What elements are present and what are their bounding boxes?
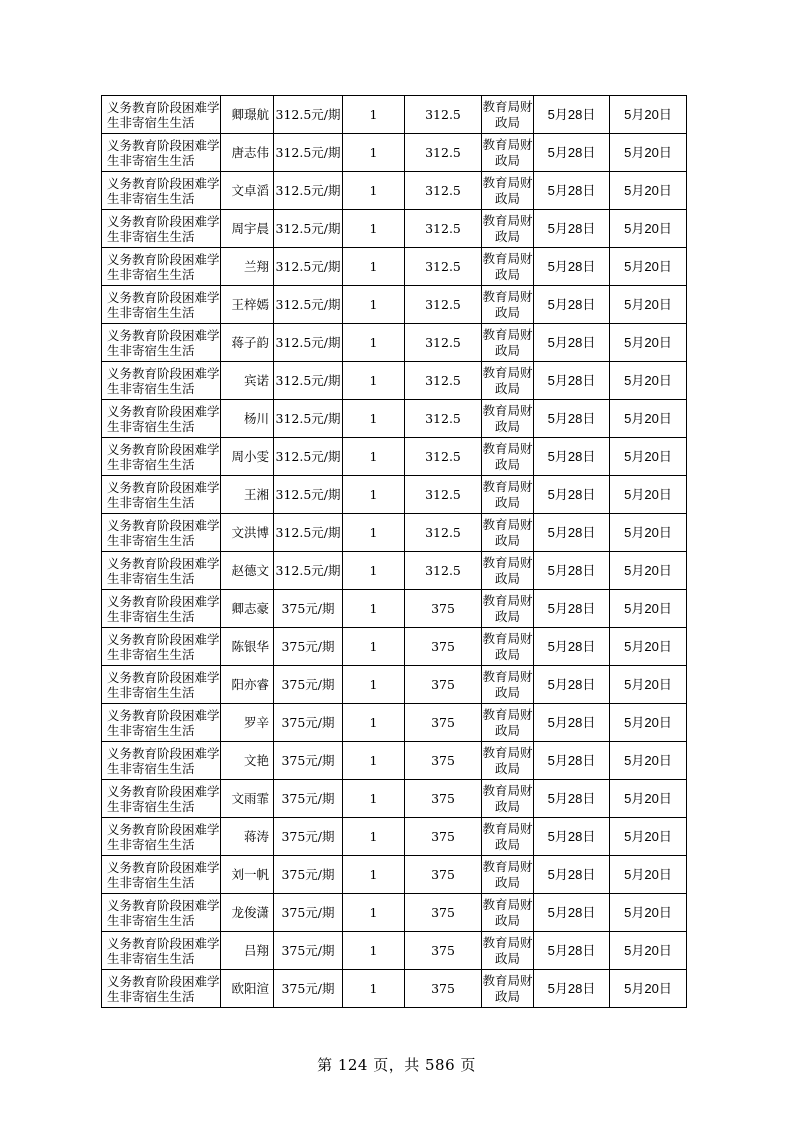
- quantity-cell: 1: [343, 172, 405, 210]
- date-approved-cell: 5月20日: [610, 248, 687, 286]
- student-name-cell: 刘一帆: [221, 856, 274, 894]
- date-approved-cell: 5月20日: [610, 476, 687, 514]
- item-cell: 义务教育阶段困难学生非寄宿生生活: [102, 628, 221, 666]
- date-approved-cell: 5月20日: [610, 96, 687, 134]
- quantity-cell: 1: [343, 248, 405, 286]
- student-name-cell: 宾诺: [221, 362, 274, 400]
- table-row: [102, 742, 687, 780]
- quantity-cell: 1: [343, 324, 405, 362]
- standard-cell: 312.5元/期: [274, 134, 343, 172]
- quantity-cell: 1: [343, 96, 405, 134]
- quantity-cell: 1: [343, 742, 405, 780]
- standard-cell: 375元/期: [274, 856, 343, 894]
- date-issued-cell: 5月28日: [534, 590, 610, 628]
- quantity-cell: 1: [343, 628, 405, 666]
- amount-cell: 312.5: [405, 438, 482, 476]
- item-cell: 义务教育阶段困难学生非寄宿生生活: [102, 818, 221, 856]
- quantity-cell: 1: [343, 894, 405, 932]
- item-cell: 义务教育阶段困难学生非寄宿生生活: [102, 970, 221, 1008]
- student-name-cell: 文艳: [221, 742, 274, 780]
- amount-cell: 312.5: [405, 248, 482, 286]
- student-name-cell: 卿志豪: [221, 590, 274, 628]
- date-approved-cell: 5月20日: [610, 400, 687, 438]
- quantity-cell: 1: [343, 780, 405, 818]
- standard-cell: 312.5元/期: [274, 96, 343, 134]
- date-approved-cell: 5月20日: [610, 438, 687, 476]
- standard-cell: 375元/期: [274, 628, 343, 666]
- date-approved-cell: 5月20日: [610, 362, 687, 400]
- amount-cell: 312.5: [405, 172, 482, 210]
- department-cell: 教育局财政局: [482, 590, 534, 628]
- date-approved-cell: 5月20日: [610, 552, 687, 590]
- quantity-cell: 1: [343, 970, 405, 1008]
- date-issued-cell: 5月28日: [534, 970, 610, 1008]
- date-approved-cell: 5月20日: [610, 742, 687, 780]
- date-issued-cell: 5月28日: [534, 932, 610, 970]
- student-name-cell: 唐志伟: [221, 134, 274, 172]
- table-row: [102, 970, 687, 1008]
- amount-cell: 375: [405, 590, 482, 628]
- student-name-cell: 周小雯: [221, 438, 274, 476]
- date-issued-cell: 5月28日: [534, 438, 610, 476]
- table-row: [102, 438, 687, 476]
- date-issued-cell: 5月28日: [534, 362, 610, 400]
- department-cell: 教育局财政局: [482, 780, 534, 818]
- amount-cell: 312.5: [405, 400, 482, 438]
- item-cell: 义务教育阶段困难学生非寄宿生生活: [102, 172, 221, 210]
- date-issued-cell: 5月28日: [534, 818, 610, 856]
- amount-cell: 312.5: [405, 210, 482, 248]
- date-issued-cell: 5月28日: [534, 666, 610, 704]
- amount-cell: 312.5: [405, 134, 482, 172]
- quantity-cell: 1: [343, 932, 405, 970]
- item-cell: 义务教育阶段困难学生非寄宿生生活: [102, 856, 221, 894]
- amount-cell: 375: [405, 818, 482, 856]
- department-cell: 教育局财政局: [482, 96, 534, 134]
- item-cell: 义务教育阶段困难学生非寄宿生生活: [102, 590, 221, 628]
- student-name-cell: 兰翔: [221, 248, 274, 286]
- standard-cell: 312.5元/期: [274, 552, 343, 590]
- table-row: [102, 894, 687, 932]
- item-cell: 义务教育阶段困难学生非寄宿生生活: [102, 438, 221, 476]
- department-cell: 教育局财政局: [482, 476, 534, 514]
- student-name-cell: 欧阳渲: [221, 970, 274, 1008]
- item-cell: 义务教育阶段困难学生非寄宿生生活: [102, 248, 221, 286]
- table-row: [102, 818, 687, 856]
- department-cell: 教育局财政局: [482, 248, 534, 286]
- date-approved-cell: 5月20日: [610, 134, 687, 172]
- amount-cell: 312.5: [405, 286, 482, 324]
- date-issued-cell: 5月28日: [534, 172, 610, 210]
- standard-cell: 375元/期: [274, 780, 343, 818]
- standard-cell: 312.5元/期: [274, 514, 343, 552]
- item-cell: 义务教育阶段困难学生非寄宿生生活: [102, 324, 221, 362]
- date-issued-cell: 5月28日: [534, 894, 610, 932]
- student-name-cell: 龙俊潇: [221, 894, 274, 932]
- table-row: [102, 666, 687, 704]
- table-row: [102, 362, 687, 400]
- item-cell: 义务教育阶段困难学生非寄宿生生活: [102, 476, 221, 514]
- table-body: [102, 96, 687, 1008]
- date-approved-cell: 5月20日: [610, 780, 687, 818]
- student-name-cell: 王梓嫣: [221, 286, 274, 324]
- standard-cell: 375元/期: [274, 818, 343, 856]
- student-name-cell: 蒋涛: [221, 818, 274, 856]
- amount-cell: 375: [405, 628, 482, 666]
- standard-cell: 375元/期: [274, 970, 343, 1008]
- amount-cell: 312.5: [405, 362, 482, 400]
- department-cell: 教育局财政局: [482, 894, 534, 932]
- student-name-cell: 罗辛: [221, 704, 274, 742]
- department-cell: 教育局财政局: [482, 134, 534, 172]
- department-cell: 教育局财政局: [482, 362, 534, 400]
- standard-cell: 312.5元/期: [274, 248, 343, 286]
- date-approved-cell: 5月20日: [610, 894, 687, 932]
- item-cell: 义务教育阶段困难学生非寄宿生生活: [102, 894, 221, 932]
- date-issued-cell: 5月28日: [534, 96, 610, 134]
- student-name-cell: 周宇晨: [221, 210, 274, 248]
- table-row: [102, 134, 687, 172]
- amount-cell: 375: [405, 742, 482, 780]
- item-cell: 义务教育阶段困难学生非寄宿生生活: [102, 210, 221, 248]
- date-approved-cell: 5月20日: [610, 286, 687, 324]
- date-issued-cell: 5月28日: [534, 400, 610, 438]
- date-approved-cell: 5月20日: [610, 324, 687, 362]
- item-cell: 义务教育阶段困难学生非寄宿生生活: [102, 552, 221, 590]
- department-cell: 教育局财政局: [482, 400, 534, 438]
- table-row: [102, 96, 687, 134]
- amount-cell: 375: [405, 970, 482, 1008]
- quantity-cell: 1: [343, 514, 405, 552]
- student-name-cell: 杨川: [221, 400, 274, 438]
- standard-cell: 312.5元/期: [274, 476, 343, 514]
- amount-cell: 312.5: [405, 476, 482, 514]
- table-row: [102, 514, 687, 552]
- date-approved-cell: 5月20日: [610, 590, 687, 628]
- department-cell: 教育局财政局: [482, 704, 534, 742]
- amount-cell: 375: [405, 780, 482, 818]
- table-row: [102, 210, 687, 248]
- amount-cell: 375: [405, 666, 482, 704]
- table-row: [102, 400, 687, 438]
- student-name-cell: 赵德文: [221, 552, 274, 590]
- quantity-cell: 1: [343, 856, 405, 894]
- table-row: [102, 780, 687, 818]
- standard-cell: 375元/期: [274, 704, 343, 742]
- student-name-cell: 吕翔: [221, 932, 274, 970]
- student-name-cell: 文雨霏: [221, 780, 274, 818]
- quantity-cell: 1: [343, 438, 405, 476]
- amount-cell: 312.5: [405, 324, 482, 362]
- date-issued-cell: 5月28日: [534, 742, 610, 780]
- date-issued-cell: 5月28日: [534, 780, 610, 818]
- department-cell: 教育局财政局: [482, 742, 534, 780]
- date-approved-cell: 5月20日: [610, 970, 687, 1008]
- table-row: [102, 324, 687, 362]
- quantity-cell: 1: [343, 590, 405, 628]
- amount-cell: 312.5: [405, 96, 482, 134]
- quantity-cell: 1: [343, 210, 405, 248]
- student-name-cell: 阳亦睿: [221, 666, 274, 704]
- department-cell: 教育局财政局: [482, 552, 534, 590]
- amount-cell: 312.5: [405, 514, 482, 552]
- table-row: [102, 248, 687, 286]
- standard-cell: 312.5元/期: [274, 362, 343, 400]
- standard-cell: 375元/期: [274, 894, 343, 932]
- student-name-cell: 文洪博: [221, 514, 274, 552]
- item-cell: 义务教育阶段困难学生非寄宿生生活: [102, 362, 221, 400]
- date-approved-cell: 5月20日: [610, 628, 687, 666]
- item-cell: 义务教育阶段困难学生非寄宿生生活: [102, 514, 221, 552]
- department-cell: 教育局财政局: [482, 438, 534, 476]
- student-name-cell: 蒋子韵: [221, 324, 274, 362]
- student-name-cell: 文卓滔: [221, 172, 274, 210]
- department-cell: 教育局财政局: [482, 818, 534, 856]
- date-issued-cell: 5月28日: [534, 628, 610, 666]
- student-name-cell: 卿璟航: [221, 96, 274, 134]
- date-issued-cell: 5月28日: [534, 286, 610, 324]
- date-issued-cell: 5月28日: [534, 704, 610, 742]
- table-row: [102, 172, 687, 210]
- standard-cell: 375元/期: [274, 932, 343, 970]
- quantity-cell: 1: [343, 818, 405, 856]
- subsidy-table: [101, 95, 687, 1008]
- date-issued-cell: 5月28日: [534, 476, 610, 514]
- amount-cell: 375: [405, 894, 482, 932]
- amount-cell: 375: [405, 932, 482, 970]
- table-row: [102, 704, 687, 742]
- department-cell: 教育局财政局: [482, 210, 534, 248]
- department-cell: 教育局财政局: [482, 970, 534, 1008]
- table-row: [102, 476, 687, 514]
- item-cell: 义务教育阶段困难学生非寄宿生生活: [102, 134, 221, 172]
- quantity-cell: 1: [343, 286, 405, 324]
- standard-cell: 375元/期: [274, 666, 343, 704]
- date-approved-cell: 5月20日: [610, 932, 687, 970]
- standard-cell: 375元/期: [274, 590, 343, 628]
- item-cell: 义务教育阶段困难学生非寄宿生生活: [102, 742, 221, 780]
- standard-cell: 375元/期: [274, 742, 343, 780]
- standard-cell: 312.5元/期: [274, 286, 343, 324]
- amount-cell: 375: [405, 704, 482, 742]
- date-issued-cell: 5月28日: [534, 210, 610, 248]
- item-cell: 义务教育阶段困难学生非寄宿生生活: [102, 666, 221, 704]
- quantity-cell: 1: [343, 552, 405, 590]
- item-cell: 义务教育阶段困难学生非寄宿生生活: [102, 286, 221, 324]
- date-approved-cell: 5月20日: [610, 210, 687, 248]
- item-cell: 义务教育阶段困难学生非寄宿生生活: [102, 400, 221, 438]
- date-issued-cell: 5月28日: [534, 514, 610, 552]
- student-name-cell: 陈银华: [221, 628, 274, 666]
- date-issued-cell: 5月28日: [534, 248, 610, 286]
- table-row: [102, 628, 687, 666]
- date-approved-cell: 5月20日: [610, 666, 687, 704]
- date-issued-cell: 5月28日: [534, 134, 610, 172]
- quantity-cell: 1: [343, 134, 405, 172]
- table-row: [102, 856, 687, 894]
- item-cell: 义务教育阶段困难学生非寄宿生生活: [102, 780, 221, 818]
- date-issued-cell: 5月28日: [534, 552, 610, 590]
- standard-cell: 312.5元/期: [274, 172, 343, 210]
- page-footer: 第 124 页，共 586 页: [317, 1056, 476, 1074]
- item-cell: 义务教育阶段困难学生非寄宿生生活: [102, 96, 221, 134]
- quantity-cell: 1: [343, 704, 405, 742]
- department-cell: 教育局财政局: [482, 932, 534, 970]
- date-approved-cell: 5月20日: [610, 818, 687, 856]
- date-approved-cell: 5月20日: [610, 514, 687, 552]
- standard-cell: 312.5元/期: [274, 400, 343, 438]
- item-cell: 义务教育阶段困难学生非寄宿生生活: [102, 704, 221, 742]
- item-cell: 义务教育阶段困难学生非寄宿生生活: [102, 932, 221, 970]
- standard-cell: 312.5元/期: [274, 324, 343, 362]
- date-approved-cell: 5月20日: [610, 704, 687, 742]
- table-row: [102, 552, 687, 590]
- department-cell: 教育局财政局: [482, 666, 534, 704]
- date-approved-cell: 5月20日: [610, 172, 687, 210]
- department-cell: 教育局财政局: [482, 628, 534, 666]
- quantity-cell: 1: [343, 400, 405, 438]
- standard-cell: 312.5元/期: [274, 438, 343, 476]
- student-name-cell: 王湘: [221, 476, 274, 514]
- quantity-cell: 1: [343, 362, 405, 400]
- date-issued-cell: 5月28日: [534, 324, 610, 362]
- standard-cell: 312.5元/期: [274, 210, 343, 248]
- department-cell: 教育局财政局: [482, 856, 534, 894]
- department-cell: 教育局财政局: [482, 514, 534, 552]
- quantity-cell: 1: [343, 476, 405, 514]
- date-approved-cell: 5月20日: [610, 856, 687, 894]
- table-row: [102, 932, 687, 970]
- department-cell: 教育局财政局: [482, 286, 534, 324]
- department-cell: 教育局财政局: [482, 324, 534, 362]
- date-issued-cell: 5月28日: [534, 856, 610, 894]
- department-cell: 教育局财政局: [482, 172, 534, 210]
- table-row: [102, 590, 687, 628]
- data-table-container: [101, 95, 686, 1008]
- quantity-cell: 1: [343, 666, 405, 704]
- amount-cell: 375: [405, 856, 482, 894]
- amount-cell: 312.5: [405, 552, 482, 590]
- table-row: [102, 286, 687, 324]
